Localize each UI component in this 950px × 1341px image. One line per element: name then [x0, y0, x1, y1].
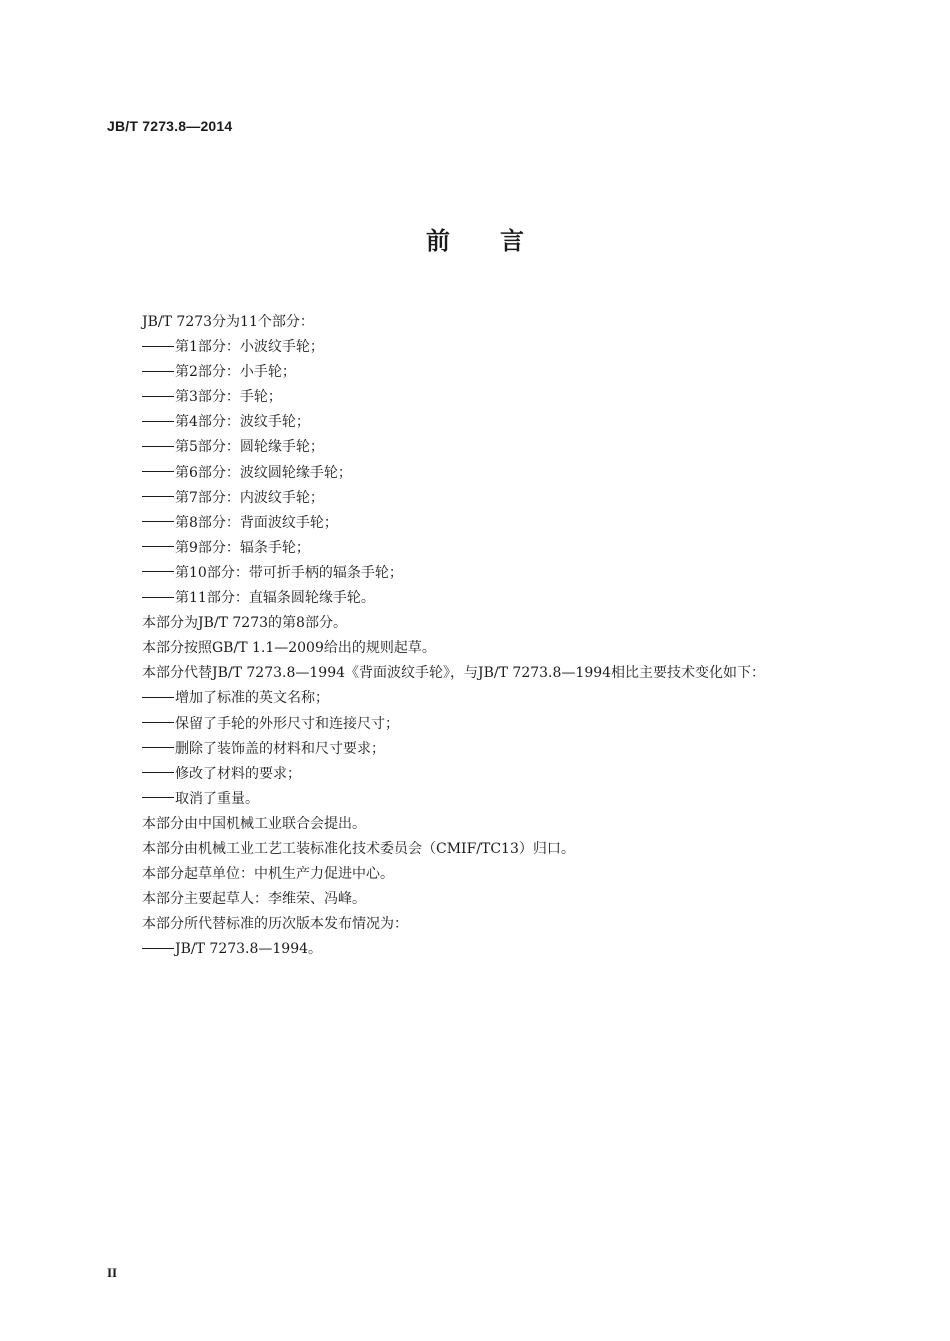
dash-mark	[142, 571, 174, 572]
standard-number: JB/T 7273.8—2014	[107, 118, 233, 134]
page-number: II	[107, 1265, 118, 1280]
dash-mark	[142, 496, 174, 497]
dash-mark	[142, 546, 174, 547]
dash-mark	[142, 747, 174, 748]
part-item: 第10部分：带可折手柄的辐条手轮；	[142, 561, 862, 586]
dash-mark	[142, 396, 174, 397]
statement-line: 本部分主要起草人：李维荣、冯峰。	[142, 891, 366, 908]
previous-version-item: JB/T 7273.8—1994。	[142, 937, 862, 962]
dash-mark	[142, 772, 174, 773]
change-item: 修改了材料的要求；	[142, 762, 862, 787]
part-item: 第3部分：手轮；	[142, 385, 862, 410]
dash-mark	[142, 948, 174, 949]
change-item: 增加了标准的英文名称；	[142, 686, 862, 711]
statement-line: 本部分由机械工业工艺工装标准化技术委员会（CMIF/TC13）归口。	[142, 840, 575, 857]
part-item: 第1部分：小波纹手轮；	[142, 335, 862, 360]
change-item: 取消了重量。	[142, 787, 862, 812]
intro-line: JB/T 7273分为11个部分：	[142, 314, 314, 330]
statement-line: 本部分起草单位：中机生产力促进中心。	[142, 866, 394, 883]
dash-mark	[142, 471, 174, 472]
dash-mark	[142, 421, 174, 422]
foreword-body	[142, 310, 862, 962]
page-title: 前言	[426, 227, 574, 255]
part-item: 第9部分：辐条手轮；	[142, 536, 862, 561]
part-item: 第2部分：小手轮；	[142, 360, 862, 385]
change-item: 保留了手轮的外形尺寸和连接尺寸；	[142, 712, 862, 737]
part-item: 第6部分：波纹圆轮缘手轮；	[142, 461, 862, 486]
dash-mark	[142, 346, 174, 347]
part-item: 第5部分：圆轮缘手轮；	[142, 435, 862, 460]
dash-mark	[142, 797, 174, 798]
dash-mark	[142, 597, 174, 598]
statement-line: 本部分按照GB/T 1.1—2009给出的规则起草。	[142, 640, 436, 657]
dash-mark	[142, 371, 174, 372]
dash-mark	[142, 446, 174, 447]
part-item: 第4部分：波纹手轮；	[142, 410, 862, 435]
statement-line: 本部分由中国机械工业联合会提出。	[142, 815, 366, 832]
statement-line: 本部分为JB/T 7273的第8部分。	[142, 615, 347, 632]
part-item: 第7部分：内波纹手轮；	[142, 486, 862, 511]
dash-mark	[142, 697, 174, 698]
part-item: 第11部分：直辐条圆轮缘手轮。	[142, 586, 862, 611]
statement-line: 本部分代替JB/T 7273.8—1994《背面波纹手轮》，与JB/T 7273.8—1994相比主要技术变化如下：	[142, 665, 766, 682]
dash-mark	[142, 722, 174, 723]
change-item: 删除了装饰盖的材料和尺寸要求；	[142, 737, 862, 762]
part-item: 第8部分：背面波纹手轮；	[142, 511, 862, 536]
dash-mark	[142, 521, 174, 522]
statement-line: 本部分所代替标准的历次版本发布情况为：	[142, 916, 408, 933]
